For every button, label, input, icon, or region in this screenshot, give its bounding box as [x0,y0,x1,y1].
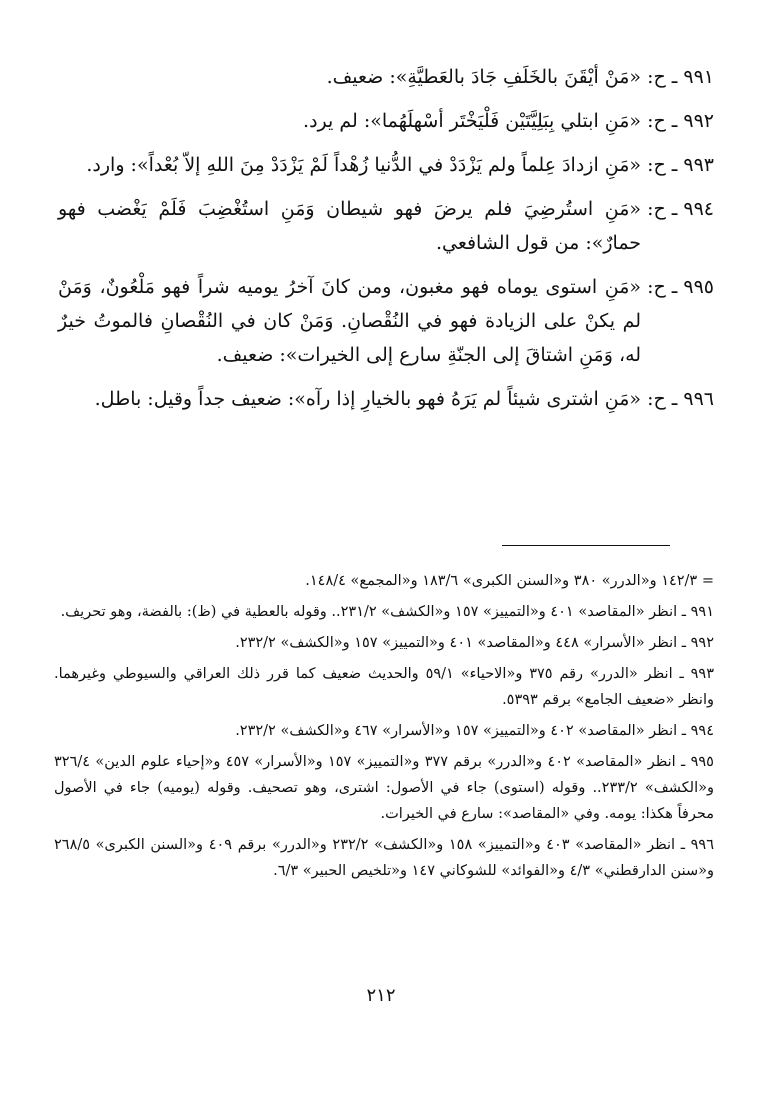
footnote-991: ٩٩١ ـ انظر «المقاصد» ٤٠١ و«التمييز» ١٥٧ و«الكشف» ٢٣١/٢.. وقوله بالعطية في (ظ): بالفضة، وهو تحريف. [60,604,714,620]
footnote-separator [502,545,670,546]
footnote-992: ٩٩٢ ـ انظر «الأسرار» ٤٤٨ و«المقاصد» ٤٠١ و«التمييز» ١٥٧ و«الكشف» ٢٣٢/٢. [235,635,714,651]
hadith-entry-992 [58,104,714,138]
entry-number: ٩٩٥ ـ ح: [647,276,714,298]
footnote-996: ٩٩٦ ـ انظر «المقاصد» ٤٠٣ و«التمييز» ١٥٨ و«الكشف» ٢٣٢/٢ و«الدرر» برقم ٤٠٩ و«السنن الكبرى» ٢٦٨/٥ و«سنن الدارقطني» ٤/٣ و«الفوائد» للشوكاني ١٤٧ و«تلخيص الحبير» ٦/٣. [54,837,714,879]
hadith-entry-996 [58,382,714,416]
hadith-entry-994 [58,192,714,260]
entry-text: «مَنِ ازدادَ عِلماً ولم يَزْدَدْ في الدُّنيا زُهْداً لَمْ يَزْدَدْ مِنَ اللهِ إلاّ بُعْداً»: وارد. [86,154,642,176]
hadith-entry-995 [58,270,714,372]
entry-number: ٩٩٣ ـ ح: [647,154,714,176]
entry-text: «مَنْ أيْقَنَ بالخَلَفِ جَادَ بالعَطيَّةِ»: ضعيف. [326,66,642,88]
entry-text: «مَنِ ابتلي بِبَلِيَّتَيْن فَلْيَخْتَر أسْهلَهُما»: لم يرد. [303,110,642,132]
hadith-entries [58,60,714,426]
footnote-995: ٩٩٥ ـ انظر «المقاصد» ٤٠٢ و«الدرر» برقم ٣٧٧ و«التمييز» ١٥٧ و«الأسرار» ٤٥٧ و«إحياء علوم الدين» ٣٢٦/٤ و«الكشف» ٢٣٣/٢.. وقوله (استوى) جاء في الأصول: اشترى، وهو تصحيف. وقوله (يوميه) جاء في الأصول محرفاً هكذا: يومه. وفي «المقاصد»: سارع في الخيرات. [54,754,714,822]
entry-number: ٩٩٢ ـ ح: [647,110,714,132]
hadith-entry-993 [58,148,714,182]
entry-text: «مَنِ اشترى شيئاً لم يَرَهُ فهو بالخيارِ إذا رآه»: ضعيف جداً وقيل: باطل. [94,388,642,410]
footnotes [54,568,714,889]
entry-number: ٩٩١ ـ ح: [647,66,714,88]
page-number: ٢١٢ [366,985,396,1006]
entry-text: «مَنِ استُرضِيَ فلم يرضَ فهو شيطان وَمَنِ استُغْضِبَ فَلَمْ يَغْضب فهو حمارٌ»: من قول الشافعي. [58,198,642,254]
entry-text: «مَنِ استوى يوماه فهو مغبون، ومن كانَ آخرُ يوميه شراً فهو مَلْعُونٌ، وَمَنْ لم يكنْ على الزيادة فهو في النُقْصانِ. وَمَنْ كان في النُقْصانِ فالموتُ خيرٌ له، وَمَنِ اشتاقَ إلى الجنّةِ سارع إلى الخيرات»: ضعيف. [58,276,642,366]
footnote-994: ٩٩٤ ـ انظر «المقاصد» ٤٠٢ و«التمييز» ١٥٧ و«الأسرار» ٤٦٧ و«الكشف» ٢٣٢/٢. [235,723,714,739]
footnote-continued: = ١٤٢/٣ و«الدرر» ٣٨٠ و«السنن الكبرى» ١٨٣/٦ و«المجمع» ١٤٨/٤. [305,573,714,589]
hadith-entry-991 [58,60,714,94]
entry-number: ٩٩٦ ـ ح: [647,388,714,410]
entry-number: ٩٩٤ ـ ح: [647,198,714,220]
footnote-993: ٩٩٣ ـ انظر «الدرر» رقم ٣٧٥ و«الاحياء» ٥٩/١ والحديث ضعيف كما قرر ذلك العراقي والسيوطي وغيرهما. وانظر «ضعيف الجامع» برقم ٥٣٩٣. [54,666,714,708]
